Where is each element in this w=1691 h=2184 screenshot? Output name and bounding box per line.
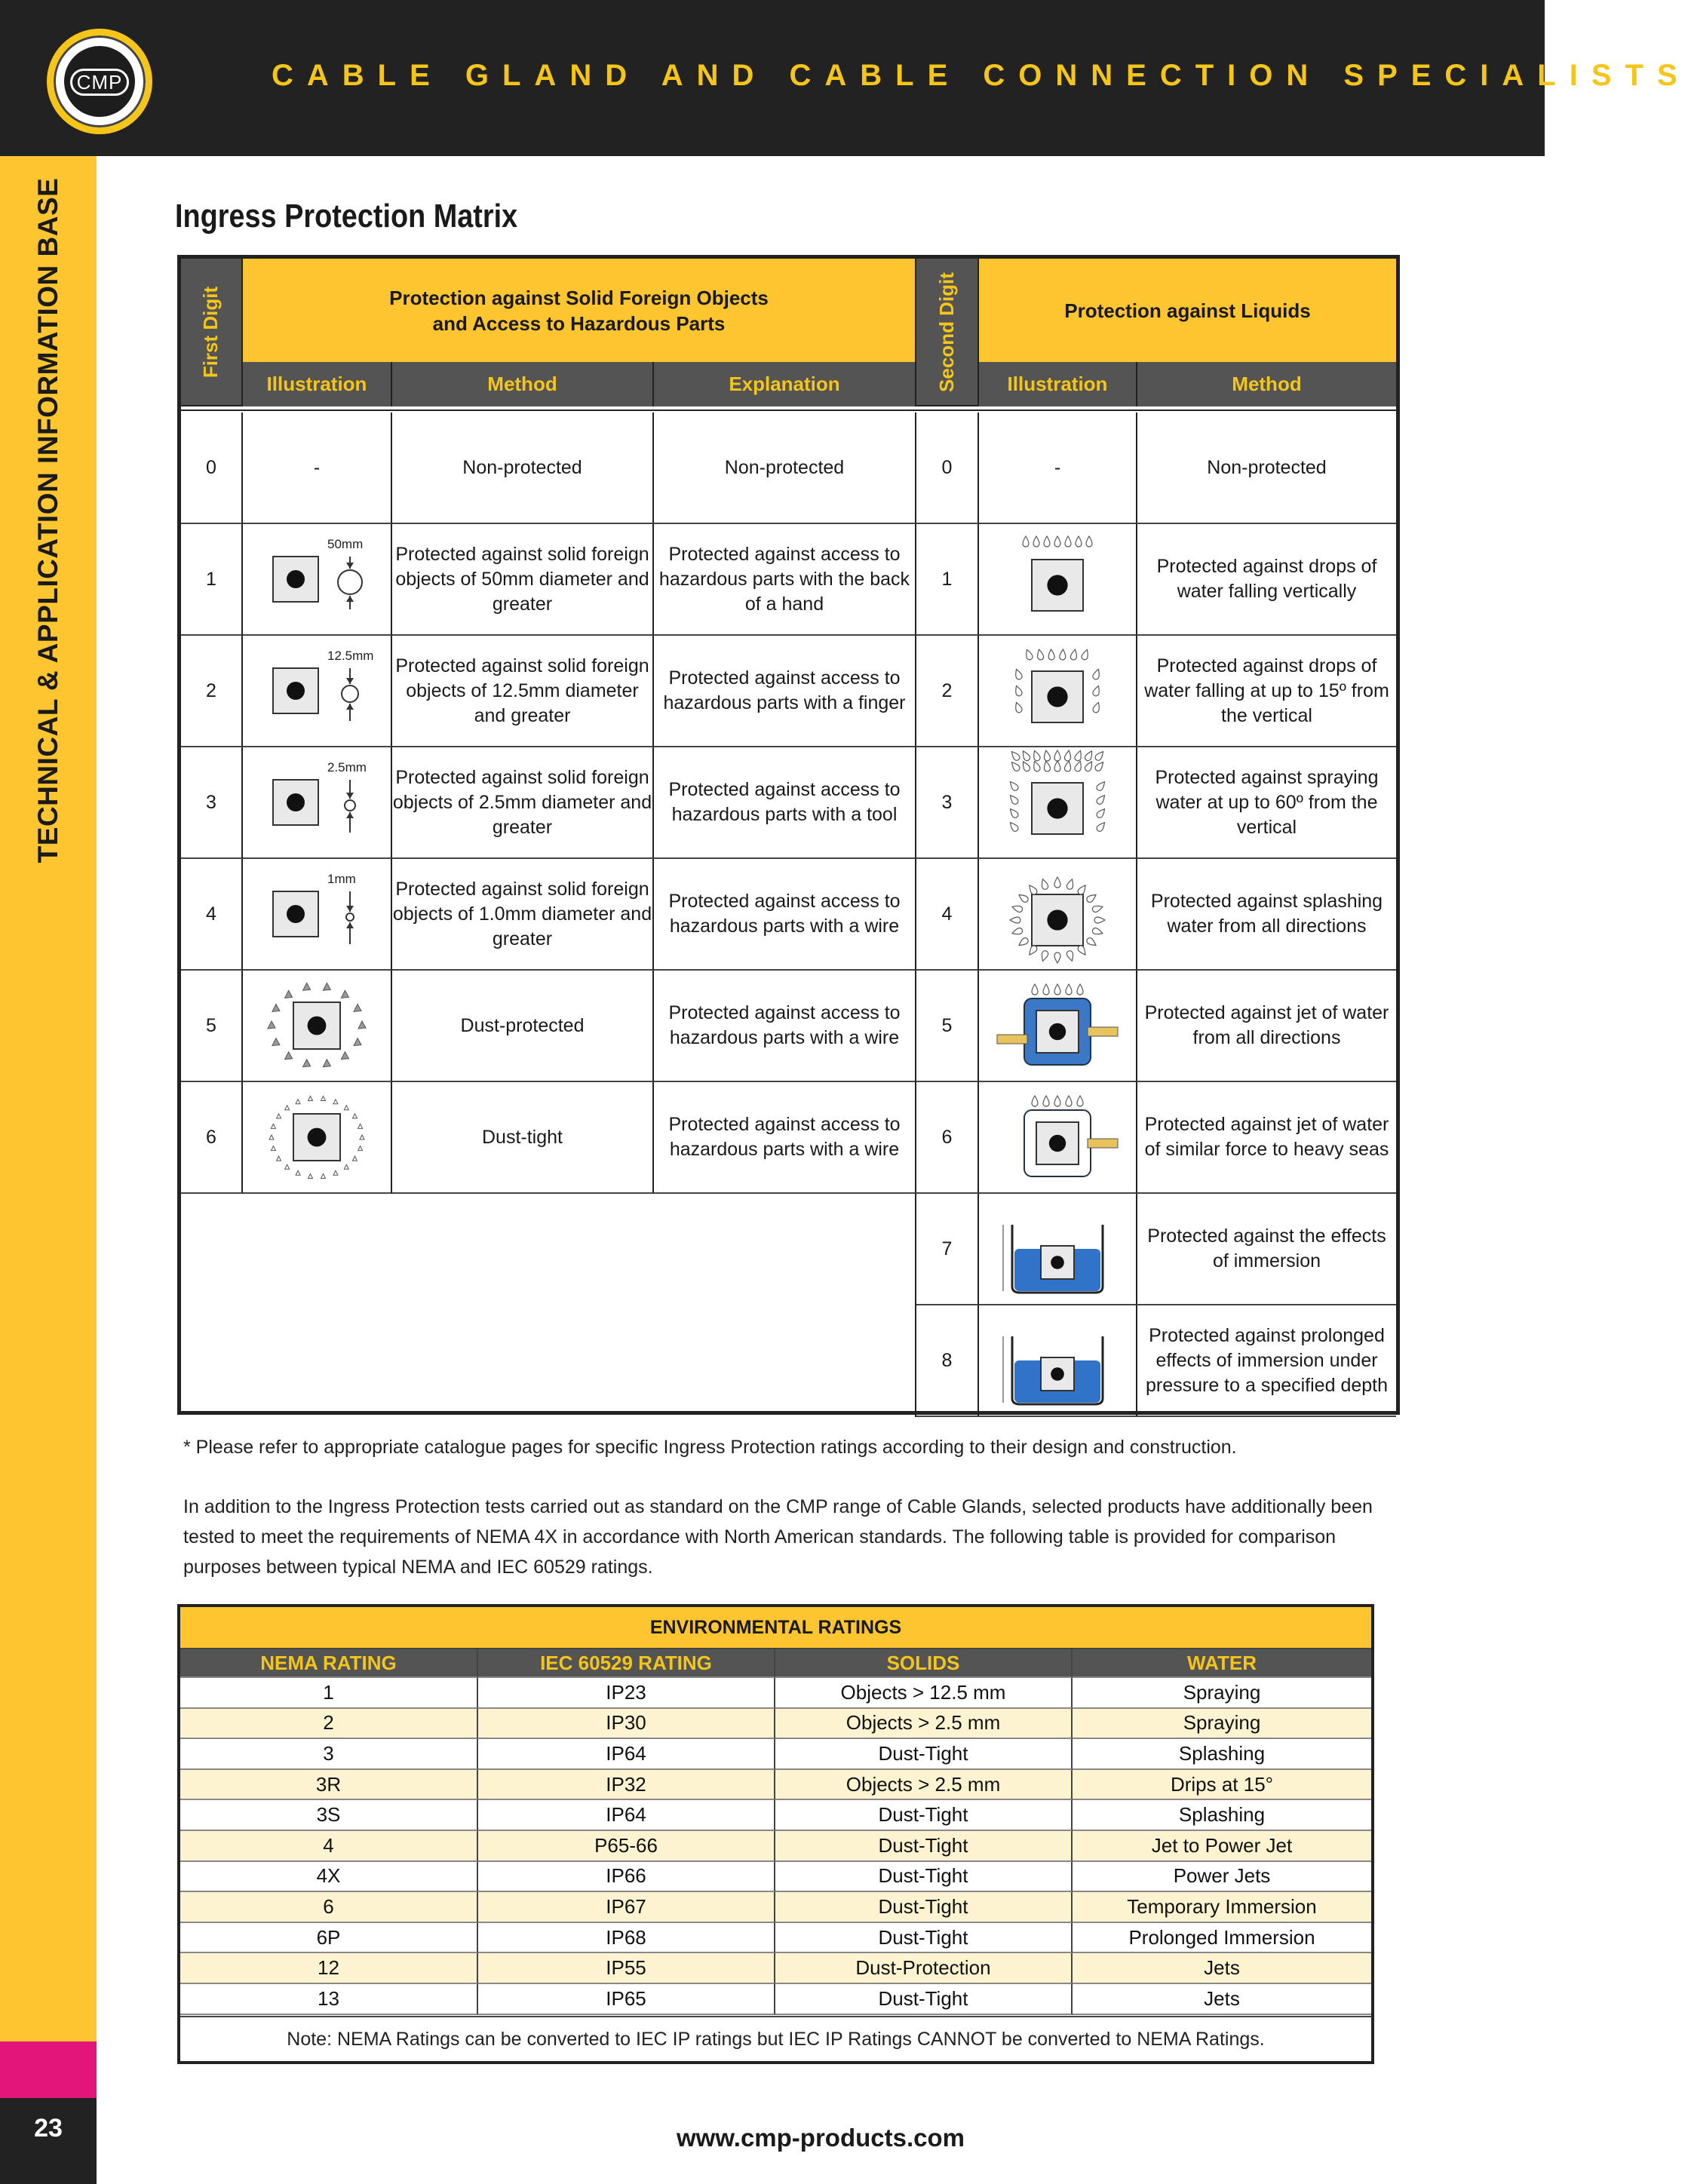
second-digit-value-text: 7 [941, 1238, 953, 1259]
first-digit-value [181, 747, 243, 859]
env-table-row-cell: Spraying [1073, 1709, 1371, 1740]
second-digit-value [916, 636, 979, 747]
tagline: CABLE GLAND AND CABLE CONNECTION SPECIALISTS [272, 59, 1691, 92]
second-digit-value [916, 413, 979, 524]
col-method-text: Method [487, 373, 557, 395]
env-table-row-cell: Dust-Tight [775, 1923, 1073, 1954]
col-method [392, 362, 654, 406]
env-header-row [180, 1649, 1371, 1678]
second-digit-value [916, 1305, 979, 1417]
solid-explanation-text: Protected against access to hazardous parts with a wire [668, 1114, 901, 1160]
first-digit-value-text: 4 [206, 903, 216, 925]
col-method-liquids [1137, 362, 1396, 406]
env-table-row [180, 1831, 1371, 1862]
solid-explanation [654, 971, 916, 1082]
env-table-row-cell: Dust-Tight [775, 1892, 1073, 1923]
solid-protection-icon [243, 1082, 391, 1192]
second-digit-value [916, 747, 979, 859]
env-header-row-cell: NEMA RATING [180, 1649, 478, 1678]
second-digit-value [916, 524, 979, 636]
env-table-row-cell: IP65 [478, 1984, 775, 2015]
col-explanation-text: Explanation [729, 373, 840, 395]
env-table-row-cell: IP64 [478, 1739, 775, 1770]
liquid-method [1137, 413, 1396, 524]
env-table-row-cell: IP30 [478, 1709, 775, 1740]
col-illustration-liquids [979, 362, 1137, 406]
liquid-method-text: Protected against jet of water from all directions [1144, 1002, 1389, 1048]
env-table-row [180, 1709, 1371, 1740]
liquid-illustration-2 [979, 636, 1136, 746]
water-protection-icon [979, 524, 1136, 634]
liquid-method-text: Protected against drops of water falling vertically [1156, 556, 1377, 602]
solid-illustration-5 [243, 971, 391, 1081]
env-table-row-cell: 4 [180, 1831, 478, 1862]
liquids-header [979, 259, 1396, 362]
solid-illustration-dash: - [313, 456, 321, 478]
solid-method [392, 413, 654, 524]
env-table-row-cell: Dust-Protection [775, 1953, 1073, 1984]
liquid-method [1137, 1194, 1396, 1305]
liquid-illustration-dash: - [1054, 456, 1061, 478]
first-digit-value-text: 2 [206, 679, 216, 701]
env-table-row-cell: Spraying [1073, 1678, 1371, 1709]
object-size-label: 2.5mm [327, 760, 367, 775]
second-digit-value [916, 971, 979, 1082]
first-digit-value-text: 6 [206, 1126, 216, 1148]
liquid-illustration-cell [979, 1082, 1137, 1194]
liquid-method [1137, 859, 1396, 971]
solid-illustration-0 [243, 413, 391, 523]
liquid-method-text: Protected against jet of water of similar force to heavy seas [1144, 1114, 1389, 1160]
liquid-illustration-cell [979, 971, 1137, 1082]
liquid-illustration-6 [979, 1082, 1136, 1192]
env-table-row-cell: Dust-Tight [775, 1800, 1073, 1831]
solid-illustration-cell [243, 859, 392, 971]
water-protection-icon [979, 636, 1136, 746]
first-digit-value-text: 1 [206, 568, 216, 590]
solid-illustration-cell [243, 1082, 392, 1194]
solid-explanation-text: Non-protected [724, 456, 845, 478]
liquid-illustration-cell [979, 636, 1137, 747]
liquid-method [1137, 524, 1396, 636]
liquid-illustration-5 [979, 971, 1136, 1081]
water-protection-icon [979, 747, 1136, 857]
liquid-method [1137, 971, 1396, 1082]
water-protection-icon [979, 859, 1136, 969]
col-explanation [654, 362, 916, 406]
solid-method-text: Protected against solid foreign objects of 2.5mm diameter and greater [392, 766, 652, 838]
env-table-row-cell: 12 [180, 1953, 478, 1984]
page-number: 23 [34, 2114, 63, 2143]
solid-explanation [654, 747, 916, 859]
first-digit-value [181, 859, 243, 971]
liquid-illustration-cell [979, 1194, 1137, 1305]
solid-explanation [654, 636, 916, 747]
env-table-row-cell: Drips at 15° [1073, 1770, 1371, 1801]
solid-illustration-1 [243, 524, 391, 634]
solid-method-text: Dust-tight [482, 1126, 563, 1148]
liquid-illustration-cell [979, 1305, 1137, 1417]
second-digit-value-text: 8 [941, 1349, 953, 1371]
solid-illustration-6 [243, 1082, 391, 1192]
solid-method [392, 747, 654, 859]
solid-illustration-cell [243, 524, 392, 636]
liquid-method-text: Non-protected [1207, 456, 1327, 478]
second-digit-value-text: 1 [941, 568, 953, 590]
env-table-row-cell: 13 [180, 1984, 478, 2015]
solid-method-text: Dust-protected [460, 1014, 585, 1036]
solid-method-text: Protected against solid foreign objects of 50mm diameter and greater [395, 543, 649, 615]
env-header-row-cell: WATER [1073, 1649, 1371, 1678]
object-size-label: 1mm [327, 872, 356, 886]
first-digit-value-text: 5 [206, 1014, 216, 1036]
page-title: Ingress Protection Matrix [175, 198, 518, 235]
first-digit-header [181, 259, 243, 406]
solid-method-text: Non-protected [462, 456, 582, 478]
liquid-illustration-7 [979, 1194, 1136, 1304]
first-digit-value-text: 0 [206, 456, 216, 478]
second-digit-value-text: 6 [941, 1126, 953, 1148]
liquid-method-text: Protected against splashing water from all directions [1150, 891, 1383, 937]
liquids-header-text: Protection against Liquids [1064, 299, 1311, 322]
liquid-method-text: Protected against the effects of immersion [1147, 1225, 1386, 1271]
env-header-row-cell: SOLIDS [775, 1649, 1073, 1678]
env-header-row-cell: IEC 60529 RATING [478, 1649, 775, 1678]
solid-explanation [654, 524, 916, 636]
env-table-row-cell: IP67 [478, 1892, 775, 1923]
solids-header [243, 259, 916, 362]
solid-method [392, 636, 654, 747]
first-digit-value [181, 636, 243, 747]
first-digit-label: First Digit [199, 286, 222, 378]
solid-illustration-cell [243, 636, 392, 747]
logo-text: CMP [70, 69, 129, 96]
environmental-ratings-table [177, 1604, 1374, 2064]
liquid-method-text: Protected against spraying water at up to 60º from the vertical [1155, 766, 1379, 838]
env-table-row-cell: Objects > 2.5 mm [775, 1709, 1073, 1740]
env-table-row [180, 1923, 1371, 1954]
water-protection-icon [979, 1082, 1136, 1192]
liquid-method [1137, 747, 1396, 859]
object-size-label: 12.5mm [327, 649, 374, 663]
first-digit-value-text: 3 [206, 791, 216, 813]
env-table-row-cell: Splashing [1073, 1739, 1371, 1770]
env-table-row-cell: 2 [180, 1709, 478, 1740]
env-table-row [180, 1862, 1371, 1893]
env-table-row-cell: Dust-Tight [775, 1739, 1073, 1770]
second-digit-value [916, 859, 979, 971]
env-table-row [180, 1678, 1371, 1709]
liquid-method-text: Protected against prolonged effects of immersion under pressure to a specified depth [1145, 1324, 1389, 1396]
second-digit-value [916, 1194, 979, 1305]
solid-explanation-text: Protected against access to hazardous parts with a tool [668, 779, 901, 825]
liquid-illustration-4 [979, 859, 1136, 969]
solid-protection-icon [243, 747, 391, 857]
solid-protection-icon [243, 971, 391, 1081]
solid-explanation-text: Protected against access to hazardous parts with a wire [668, 1002, 901, 1048]
second-digit-header [916, 259, 979, 406]
footer-url[interactable]: www.cmp-products.com [677, 2124, 965, 2152]
col-illustration-liquids-text: Illustration [1007, 373, 1108, 395]
env-table-row-cell: Prolonged Immersion [1073, 1923, 1371, 1954]
env-table-row [180, 1984, 1371, 2015]
header-divider [181, 406, 1396, 411]
nema-paragraph: In addition to the Ingress Protection tests carried out as standard on the CMP range of Cable Glands, selected products have additionally been tested to meet the requirements of NEMA 4X in accordance with North American standards. The following table is provided for comparison purposes between typical NEMA and IEC 60529 ratings. [183, 1496, 1373, 1578]
solid-method-text: Protected against solid foreign objects of 1.0mm diameter and greater [392, 878, 652, 949]
liquid-illustration-8 [979, 1305, 1136, 1416]
env-table-row-cell: 3R [180, 1770, 478, 1801]
env-table-row [180, 1739, 1371, 1770]
second-digit-value-text: 2 [941, 679, 953, 701]
cmp-logo [47, 29, 152, 134]
solid-illustration-2 [243, 636, 391, 746]
solid-explanation-text: Protected against access to hazardous parts with the back of a hand [658, 543, 910, 615]
env-table-row-cell: Jets [1073, 1953, 1371, 1984]
liquid-method [1137, 636, 1396, 747]
sidebar-title: TECHNICAL & APPLICATION INFORMATION BASE [32, 177, 63, 863]
object-size-label: 50mm [327, 537, 364, 551]
env-table-title: ENVIRONMENTAL RATINGS [180, 1607, 1371, 1649]
liquid-method [1137, 1082, 1396, 1194]
env-table-row-cell: IP66 [478, 1862, 775, 1893]
env-table-row [180, 1770, 1371, 1801]
liquid-illustration-cell [979, 413, 1137, 524]
env-table-row-cell: Objects > 2.5 mm [775, 1770, 1073, 1801]
liquid-illustration-1 [979, 524, 1136, 634]
footnote: * Please refer to appropriate catalogue pages for specific Ingress Protection ratings according to their design and construction. [183, 1437, 1237, 1458]
sidebar-accent [0, 2041, 97, 2098]
solid-explanation-text: Protected against access to hazardous parts with a wire [668, 891, 901, 937]
solid-illustration-cell [243, 747, 392, 859]
first-digit-value [181, 413, 243, 524]
env-table-row-cell: 4X [180, 1862, 478, 1893]
solid-method [392, 1082, 654, 1194]
col-illustration-text: Illustration [266, 373, 367, 395]
env-table-row-cell: Objects > 12.5 mm [775, 1678, 1073, 1709]
env-table-row-cell: Temporary Immersion [1073, 1892, 1371, 1923]
col-method-liquids-text: Method [1232, 373, 1302, 395]
solid-illustration-cell [243, 971, 392, 1082]
env-table-row-cell: Dust-Tight [775, 1831, 1073, 1862]
solid-illustration-3 [243, 747, 391, 857]
env-table-row-cell: 3 [180, 1739, 478, 1770]
env-table-row-cell: Jets [1073, 1984, 1371, 2015]
liquid-illustration-0 [979, 413, 1136, 523]
liquid-illustration-cell [979, 747, 1137, 859]
liquid-method-text: Protected against drops of water falling at up to 15º from the vertical [1144, 655, 1389, 726]
water-protection-icon [979, 1305, 1136, 1416]
env-table-row-cell: Dust-Tight [775, 1862, 1073, 1893]
liquid-illustration-3 [979, 747, 1136, 857]
env-table-row [180, 1892, 1371, 1923]
solid-protection-icon [243, 859, 391, 969]
solid-method [392, 971, 654, 1082]
second-digit-label: Second Digit [935, 271, 958, 392]
env-table-row [180, 1800, 1371, 1831]
second-digit-value [916, 1082, 979, 1194]
env-table-row [180, 1953, 1371, 1984]
env-table-row-cell: 6P [180, 1923, 478, 1954]
solid-illustration-cell [243, 413, 392, 524]
liquid-method [1137, 1305, 1396, 1417]
second-digit-value-text: 5 [941, 1014, 953, 1036]
solid-method-text: Protected against solid foreign objects of 12.5mm diameter and greater [395, 655, 649, 726]
ip-matrix-table [177, 255, 1400, 1415]
env-table-row-cell: Splashing [1073, 1800, 1371, 1831]
solid-explanation-text: Protected against access to hazardous parts with a finger [663, 667, 906, 713]
water-protection-icon [979, 1194, 1136, 1304]
empty-area [181, 1194, 916, 1417]
solid-illustration-4 [243, 859, 391, 969]
water-protection-icon [979, 971, 1136, 1081]
second-digit-value-text: 4 [941, 903, 953, 925]
env-table-row-cell: Power Jets [1073, 1862, 1371, 1893]
first-digit-value [181, 1082, 243, 1194]
col-illustration [243, 362, 392, 406]
env-table-row-cell: IP32 [478, 1770, 775, 1801]
solid-protection-icon [243, 524, 391, 634]
env-table-row-cell: IP64 [478, 1800, 775, 1831]
env-table-row-cell: IP23 [478, 1678, 775, 1709]
env-table-row-cell: P65-66 [478, 1831, 775, 1862]
liquid-illustration-cell [979, 859, 1137, 971]
solid-explanation [654, 859, 916, 971]
solid-explanation [654, 1082, 916, 1194]
first-digit-value [181, 524, 243, 636]
env-table-row-cell: Dust-Tight [775, 1984, 1073, 2015]
solids-header-text: Protection against Solid Foreign Objects and Access to Hazardous Parts [389, 286, 769, 335]
top-banner [0, 0, 1691, 156]
env-table-note: Note: NEMA Ratings can be converted to IEC IP ratings but IEC IP Ratings CANNOT be converted to NEMA Ratings. [180, 2016, 1371, 2061]
env-table-row-cell: IP55 [478, 1953, 775, 1984]
second-digit-value-text: 3 [941, 791, 953, 813]
env-table-row-cell: 3S [180, 1800, 478, 1831]
env-table-row-cell: IP68 [478, 1923, 775, 1954]
env-table-row-cell: Jet to Power Jet [1073, 1831, 1371, 1862]
second-digit-value-text: 0 [941, 456, 953, 478]
env-table-row-cell: 1 [180, 1678, 478, 1709]
env-table-row-cell: 6 [180, 1892, 478, 1923]
solid-explanation [654, 413, 916, 524]
solid-method [392, 524, 654, 636]
first-digit-value [181, 971, 243, 1082]
solid-method [392, 859, 654, 971]
liquid-illustration-cell [979, 524, 1137, 636]
